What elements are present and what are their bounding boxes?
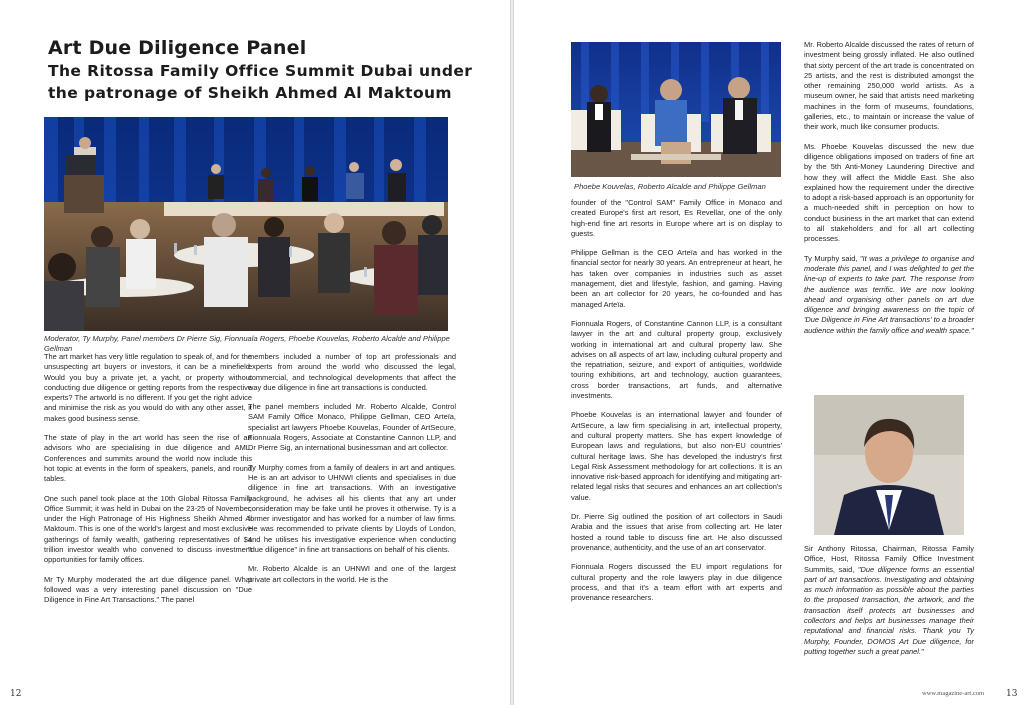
- panel-photo-caption: Moderator, Ty Murphy, Panel members Dr Pierre Sig, Fionnuala Rogers, Phoebe Kouvelas, Roberto Alcalde and Philippe Gellman: [44, 334, 450, 353]
- murphy-quote: "It was a privilege to organise and moderate this panel, and I was delighted to get the line-up of experts to take part. The response from the audience was terrific. We are now looking ahead and organising other panels on art due diligence and bringing awareness on the topic of 'Due Diligence in Fine Art transactions' to a broader audience within the family office and wealth space.": [804, 253, 975, 335]
- murphy-quote-paragraph: [804, 254, 974, 336]
- ritossa-quote-column: [804, 544, 974, 666]
- paragraph: Mr. Roberto Alcalde is an UHNWI and one of the largest private art collectors in the world. He is the: [248, 564, 456, 584]
- paragraph: Mr Ty Murphy moderated the art due diligence panel. What followed was a very interesting panel discussion on "Due Diligence in Fine Art Transactions." The panel: [44, 574, 252, 605]
- panel-photo: [44, 117, 448, 331]
- paragraph: Philippe Gellman is the CEO Arteïa and has worked in the financial sector for nearly 30 years. An entrepreneur at heart, he has taken over companies in industries such as asset management, diet and lifestyle, fashion, and gaming. Having been an art collector for 20 years, he co-founded and has managed Arteïa.: [571, 248, 782, 309]
- paragraph: The panel members included Mr. Roberto Alcalde, Control SAM Family Office Monaco, Philippe Gellman, CEO Arteïa, specialist art lawyers Phoebe Kouvelas, Founder of ArtSecure, Fionnuala Rogers, Associate at Constantine Cannon LLP, and Dr Pierre Sig, an international businessman and art collector.: [248, 402, 456, 453]
- paragraph: One such panel took place at the 10th Global Ritossa Family Office Summit; it was held in Dubai on the 23-25 of November, under the High Patronage of His Highness Sheikh Ahmed Al Maktoum. This is one of the world's largest and most exclusive gatherings of family wealth, gathering representatives of $4 trillion investor wealth who convened to discuss investment opportunities for family offices.: [44, 493, 252, 565]
- left-column-1: [44, 352, 252, 615]
- paragraph: Ms. Phoebe Kouvelas discussed the new due diligence obligations imposed on traders of fine art by the 5th Anti-Money Laundering Directive and how they will affect the Middle East. She also explained how the requirement under the directive to adopt a risk-based approach is an opportunity for a much-needed shift in perception on how to conduct business in the art market that can extend to all stakeholders and for all art collecting processes.: [804, 141, 974, 244]
- article-title: Art Due Diligence Panel: [48, 37, 307, 59]
- page-number-right: 13: [1006, 689, 1018, 699]
- ritossa-portrait: [814, 395, 964, 535]
- speakers-photo-caption: Phoebe Kouvelas, Roberto Alcalde and Philippe Gellman: [574, 182, 766, 191]
- ritossa-quote-paragraph: [804, 544, 974, 657]
- paragraph: members included a number of top art professionals and experts from around the world who discussed the legal, commercial, and technological developments that affect the way due diligence in fine art transactions is conducted.: [248, 352, 456, 392]
- paragraph: Mr. Roberto Alcalde discussed the rates of return of investment being grossly inflated. He also outlined that sixty percent of the art trade is concentrated on 25 artists, and the rest is distributed amongst the other remaining 250,000 world artists. As a museum owner, he said that artists need marketing machines in the form of museums, foundations, galleries, etc., to maintain or increase the value of their work, much like consumer products.: [804, 40, 974, 132]
- right-page: [514, 0, 1024, 705]
- paragraph: Phoebe Kouvelas is an international lawyer and founder of ArtSecure, a law firm specialising in art, intellectual property, and cultural property matters. She has expert knowledge of European laws and regulations, but also non-EU countries' cultural heritage laws. She has developed the industry's first Legal Risk Assessment methodology for art collections. It is an innovative risk-based approach for identifying and mitigating art-related legal risks that secures and enhances an art collection's value.: [571, 410, 782, 502]
- paragraph: Fionnuala Rogers discussed the EU import regulations for cultural property and the role lawyers play in due diligence process, and that it's a team effort with art experts and provenance researchers.: [571, 562, 782, 603]
- paragraph: The art market has very little regulation to speak of, and for the unsuspecting art buyers or investors, it can be a minefield. Would you buy a private jet, a yacht, or property without conducting due diligence or getting reports from the respective experts? The artworld is no different. If you get the right advice and minimise the risk as you would do with any other asset, it makes good business sense.: [44, 352, 252, 423]
- left-page: [0, 0, 510, 705]
- right-column-2: [804, 40, 974, 345]
- paragraph: The state of play in the art world has seen the rise of art advisors who are specialising in due diligence and AML. Conferences and summits around the world now include this hot topic at events in the form of speakers, panels, and round tables.: [44, 433, 252, 484]
- ritossa-quote: "Due diligence forms an essential part of art transactions. Investigating and obtaining as much information as possible about the parties to the proposed transaction, the artwork, and the transaction itself protects art businesses and collectors and helps art businesses manage their reputational and financial risks. Thank you Ty Murphy, Founder, DOMOS Art Due diligence, for putting together such a great panel.": [804, 564, 974, 656]
- article-subtitle: The Ritossa Family Office Summit Dubai under the patronage of Sheikh Ahmed Al Maktoum: [48, 62, 473, 102]
- quote-attribution: Sir Anthony Ritossa, Chairman, Ritossa Family Office, Host, Ritossa Family Office Investment Summits, said,: [804, 544, 974, 574]
- speakers-photo: [571, 42, 781, 177]
- page-number-left: 12: [10, 689, 22, 699]
- left-column-2: [248, 352, 456, 594]
- paragraph: Ty Murphy comes from a family of dealers in art and antiques. He is an art advisor to UHNWI clients and specialises in due diligence in fine art transactions. With an investigative background, he advises all his clients that any art under consideration may be fake until he proves it otherwise. Ty is a former investigator and has worked for a number of law firms. He was recommended to private clients by Lloyds of London, and he utilises his investigative experience when conducting "due diligence" in fine art transactions on behalf of his clients.: [248, 462, 456, 555]
- paragraph: Dr. Pierre Sig outlined the position of art collectors in Saudi Arabia and the issues that arise from collecting art. He later hosted a round table to discuss fine art. He also discussed provenance, authenticity, and the use of an art conservator.: [571, 512, 782, 552]
- right-column-1: [571, 198, 782, 612]
- website-url: www.magazine-art.com: [922, 690, 985, 697]
- paragraph: founder of the "Control SAM" Family Office in Monaco and created Europe's first art resort, Es Revellar, one of the only high-end fine art resorts in Europe where art is on display to guests.: [571, 198, 782, 238]
- quote-attribution: Ty Murphy said,: [804, 253, 860, 263]
- paragraph: Fionnuala Rogers, of Constantine Cannon LLP, is a consultant lawyer in the art and cultural property group, exclusively working in international art and cultural property law. She advises on all aspects of art law, including cultural property and the repatriation, seizure, and export of antiquities, worldwide touring exhibitions, art and technology, auction guarantees, cross border transactions, art funds, and alternative investments.: [571, 318, 782, 401]
